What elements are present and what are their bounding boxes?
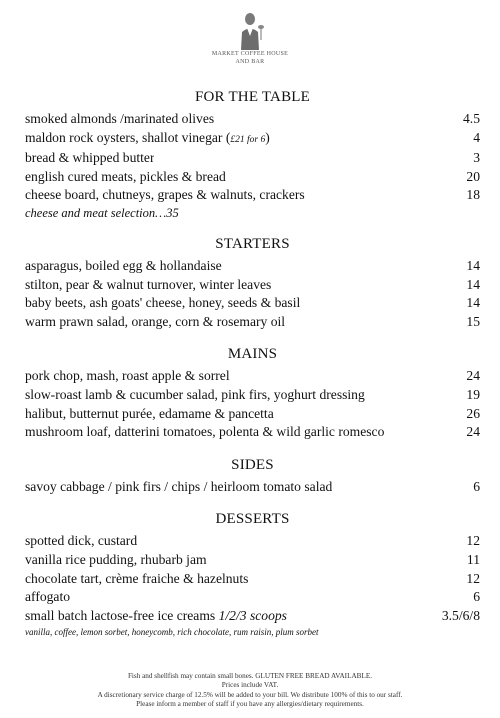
logo-line-1: MARKET COFFEE HOUSE <box>211 51 289 57</box>
section-starters <box>25 235 480 331</box>
menu-item <box>25 405 480 424</box>
logo <box>198 10 302 66</box>
item-name: bread & whipped butter <box>25 150 155 166</box>
item-name-group <box>25 129 270 150</box>
item-price: 11 <box>466 551 480 567</box>
menu-item <box>25 386 480 405</box>
section-title: FOR THE TABLE <box>194 89 311 105</box>
menu-item <box>25 129 480 150</box>
item-name: asparagus, boiled egg & hollandaise <box>25 257 222 273</box>
menu-item <box>25 186 480 205</box>
item-price: 20 <box>466 168 480 184</box>
menu-item <box>25 607 480 626</box>
item-price: 24 <box>466 368 480 384</box>
footer-line-2: Prices include VAT. <box>221 681 279 690</box>
menu-item <box>25 367 480 386</box>
item-note: £21 for 6 <box>230 134 266 145</box>
item-price: 6 <box>473 589 480 605</box>
item-price: 3 <box>473 150 480 166</box>
item-name: spotted dick, custard <box>25 533 138 549</box>
section-sides <box>25 456 480 497</box>
item-name: baby beets, ash goats' cheese, honey, seeds & basil <box>25 295 301 311</box>
menu-item <box>25 478 480 497</box>
item-scoops: 1/2/3 scoops <box>218 607 287 623</box>
item-name: vanilla rice pudding, rhubarb jam <box>25 551 207 567</box>
menu-item <box>25 149 480 168</box>
menu-item <box>25 257 480 276</box>
section-title: STARTERS <box>215 235 290 252</box>
item-name: affogato <box>25 589 71 605</box>
item-price: 3.5/6/8 <box>441 607 480 623</box>
item-name: halibut, butternut purée, edamame & pancetta <box>25 405 274 421</box>
item-name: chocolate tart, crème fraiche & hazelnuts <box>25 570 249 586</box>
item-name: warm prawn salad, orange, corn & rosemary oil <box>25 313 286 329</box>
waiter-illustration-icon <box>230 10 270 50</box>
item-price: 14 <box>466 257 480 273</box>
footer-line-1: Fish and shellfish may contain small bones. GLUTEN FREE BREAD AVAILABLE. <box>127 672 373 680</box>
item-price: 12 <box>466 570 480 586</box>
menu-item <box>25 294 480 313</box>
item-name: pork chop, mash, roast apple & sorrel <box>25 368 230 384</box>
item-price: 15 <box>466 313 480 329</box>
item-price: 14 <box>466 295 480 311</box>
item-name: maldon rock oysters, shallot vinegar ( <box>25 129 231 145</box>
section-title: SIDES <box>231 456 274 473</box>
item-name: stilton, pear & walnut turnover, winter leaves <box>25 276 272 292</box>
item-price: 4 <box>473 129 480 145</box>
item-subnote: cheese and meat selection…35 <box>25 205 179 220</box>
menu-item <box>25 588 480 607</box>
item-price: 4.5 <box>463 111 480 126</box>
footer-line-4: Please inform a member of staff if you have any allergies/dietary requirements. <box>136 700 364 709</box>
item-name: slow-roast lamb & cucumber salad, pink firs, yoghurt dressing <box>25 386 365 402</box>
item-name: smoked almonds /marinated olives <box>25 111 215 126</box>
item-name-end: ) <box>265 129 270 145</box>
footer <box>30 672 470 710</box>
item-name-group <box>25 607 287 626</box>
item-price: 26 <box>466 405 480 421</box>
menu-item <box>25 423 480 442</box>
section-mains <box>25 345 480 441</box>
item-price: 12 <box>466 533 480 549</box>
item-price: 24 <box>466 424 480 440</box>
section-title: MAINS <box>227 346 278 363</box>
logo-line-2: AND BAR <box>235 59 265 65</box>
item-name: small batch lactose-free ice creams <box>25 607 219 623</box>
menu <box>25 88 480 653</box>
menu-item <box>25 570 480 589</box>
item-price: 6 <box>473 478 480 494</box>
footer-line-3: A discretionary service charge of 12.5% will be added to your bill. We distribute 100% of this to our staff. <box>97 690 403 699</box>
section-desserts <box>25 510 480 639</box>
ice-cream-flavours: vanilla, coffee, lemon sorbet, honeycomb, rich chocolate, rum raisin, plum sorbet <box>25 627 319 638</box>
section-title: DESSERTS <box>215 511 290 528</box>
menu-item <box>25 168 480 187</box>
item-name: cheese board, chutneys, grapes & walnuts, crackers <box>25 187 305 203</box>
menu-item <box>25 532 480 551</box>
item-name: savoy cabbage / pink firs / chips / heirloom tomato salad <box>25 478 333 494</box>
menu-item <box>25 313 480 332</box>
item-price: 18 <box>466 187 480 203</box>
section-for-the-table <box>25 88 480 221</box>
menu-item <box>25 276 480 295</box>
menu-item <box>25 551 480 570</box>
menu-item <box>25 110 480 129</box>
item-price: 19 <box>466 386 480 402</box>
item-name: mushroom loaf, datterini tomatoes, polenta & wild garlic romesco <box>25 424 385 440</box>
item-name: english cured meats, pickles & bread <box>25 168 226 184</box>
item-price: 14 <box>466 276 480 292</box>
